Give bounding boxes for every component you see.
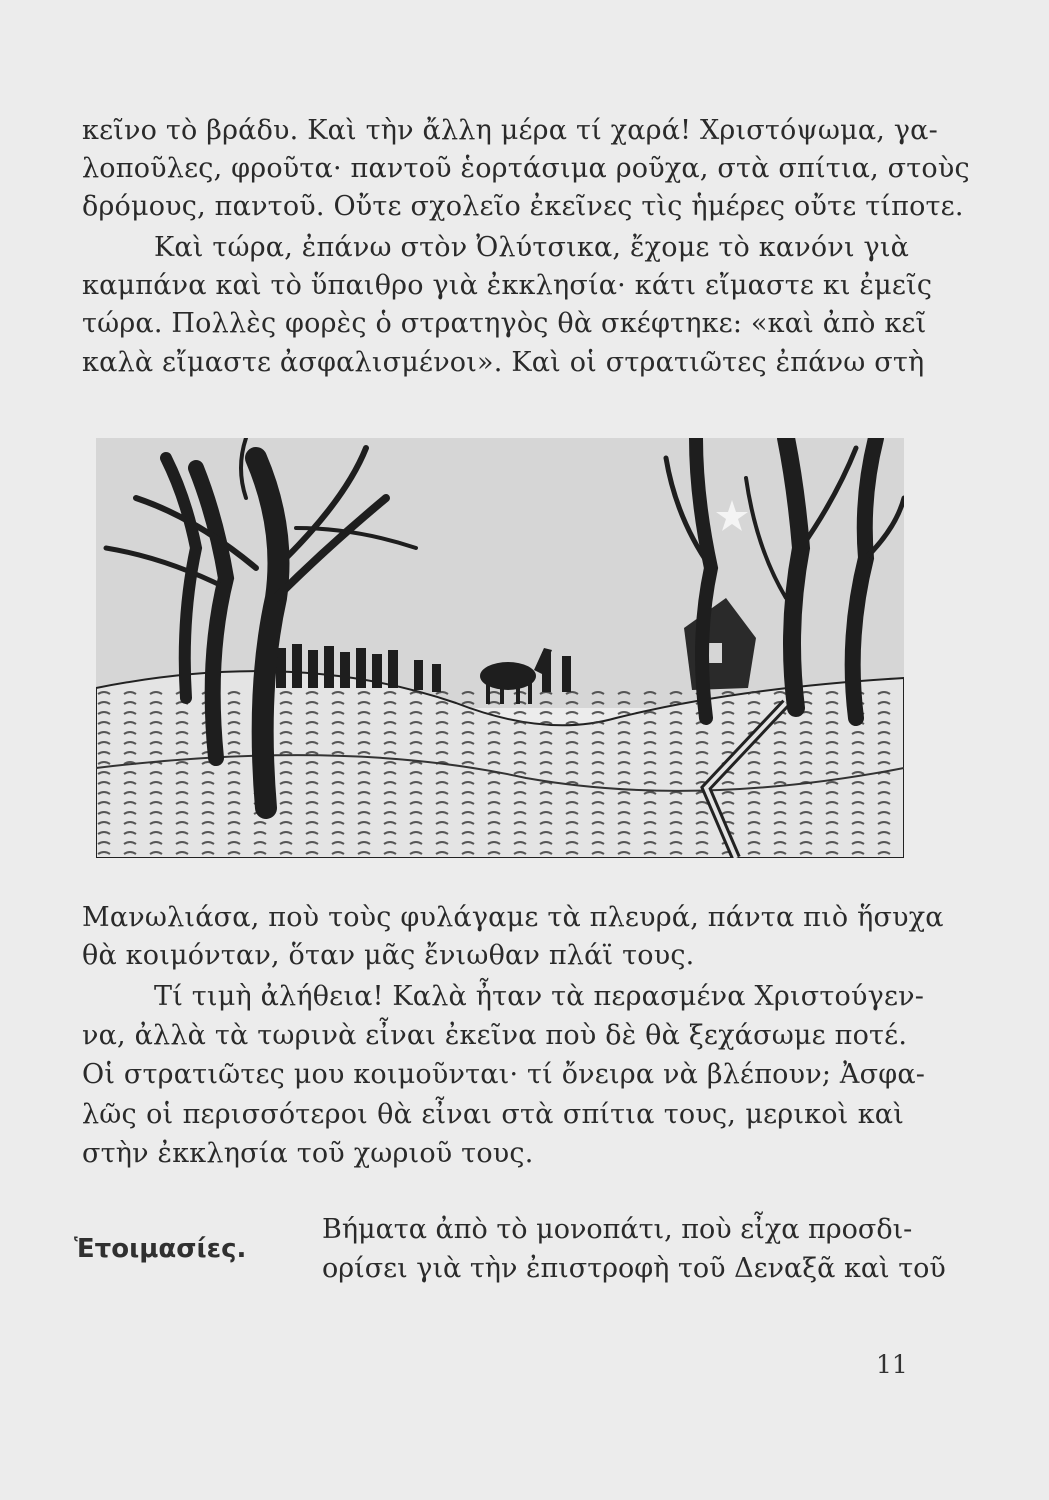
text-line: να, ἀλλὰ τὰ τωρινὰ εἶναι ἐκεῖνα ποὺ δὲ θὰ ξεχάσωμε ποτέ. [82,1020,908,1051]
page-number: 11 [876,1350,908,1379]
section-text-line: Βήματα ἀπὸ τὸ μονοπάτι, ποὺ εἶχα προσδι- [322,1214,913,1245]
text-line: Καὶ τώρα, ἐπάνω στὸν Ὀλύτσικα, ἔχομε τὸ κανόνι γιὰ [154,232,910,263]
text-line: Οἱ στρατιῶτες μου κοιμοῦνται· τί ὄνειρα νὰ βλέπουν; Ἀσφα- [82,1059,926,1090]
section-text-line: ορίσει γιὰ τὴν ἐπιστροφὴ τοῦ Δεναξᾶ καὶ τοῦ [322,1253,946,1284]
woodcut-illustration [96,438,904,858]
text-line: Μανωλιάσα, ποὺ τοὺς φυλάγαμε τὰ πλευρά, πάντα πιὸ ἥσυχα [82,902,944,933]
text-line: κεῖνο τὸ βράδυ. Καὶ τὴν ἄλλη μέρα τί χαρά! Χριστόψωμα, γα- [82,115,938,146]
text-line: καμπάνα καὶ τὸ ὕπαιθρο γιὰ ἐκκλησία· κάτι εἴμαστε κι ἐμεῖς [82,270,933,301]
text-line: λῶς οἱ περισσότεροι θὰ εἶναι στὰ σπίτια τους, μερικοὶ καὶ [82,1099,904,1130]
text-line: καλὰ εἴμαστε ἀσφαλισμένοι». Καὶ οἱ στρατιῶτες ἐπάνω στὴ [82,347,925,378]
text-line: θὰ κοιμόνταν, ὅταν μᾶς ἔνιωθαν πλάϊ τους. [82,940,695,971]
section-side-title: Ἑτοιμασίες. [74,1234,247,1264]
text-line: στὴν ἐκκλησία τοῦ χωριοῦ τους. [82,1138,534,1169]
text-line: δρόμους, παντοῦ. Οὔτε σχολεῖο ἐκεῖνες τὶς ἡμέρες οὔτε τίποτε. [82,191,964,222]
text-line: λοποῦλες, φροῦτα· παντοῦ ἑορτάσιμα ροῦχα, στὰ σπίτια, στοὺς [82,153,970,184]
text-line: τώρα. Πολλὲς φορὲς ὁ στρατηγὸς θὰ σκέφτηκε: «καὶ ἀπὸ κεῖ [82,308,927,339]
text-line: Τί τιμὴ ἀλήθεια! Καλὰ ἦταν τὰ περασμένα Χριστούγεν- [154,981,925,1012]
